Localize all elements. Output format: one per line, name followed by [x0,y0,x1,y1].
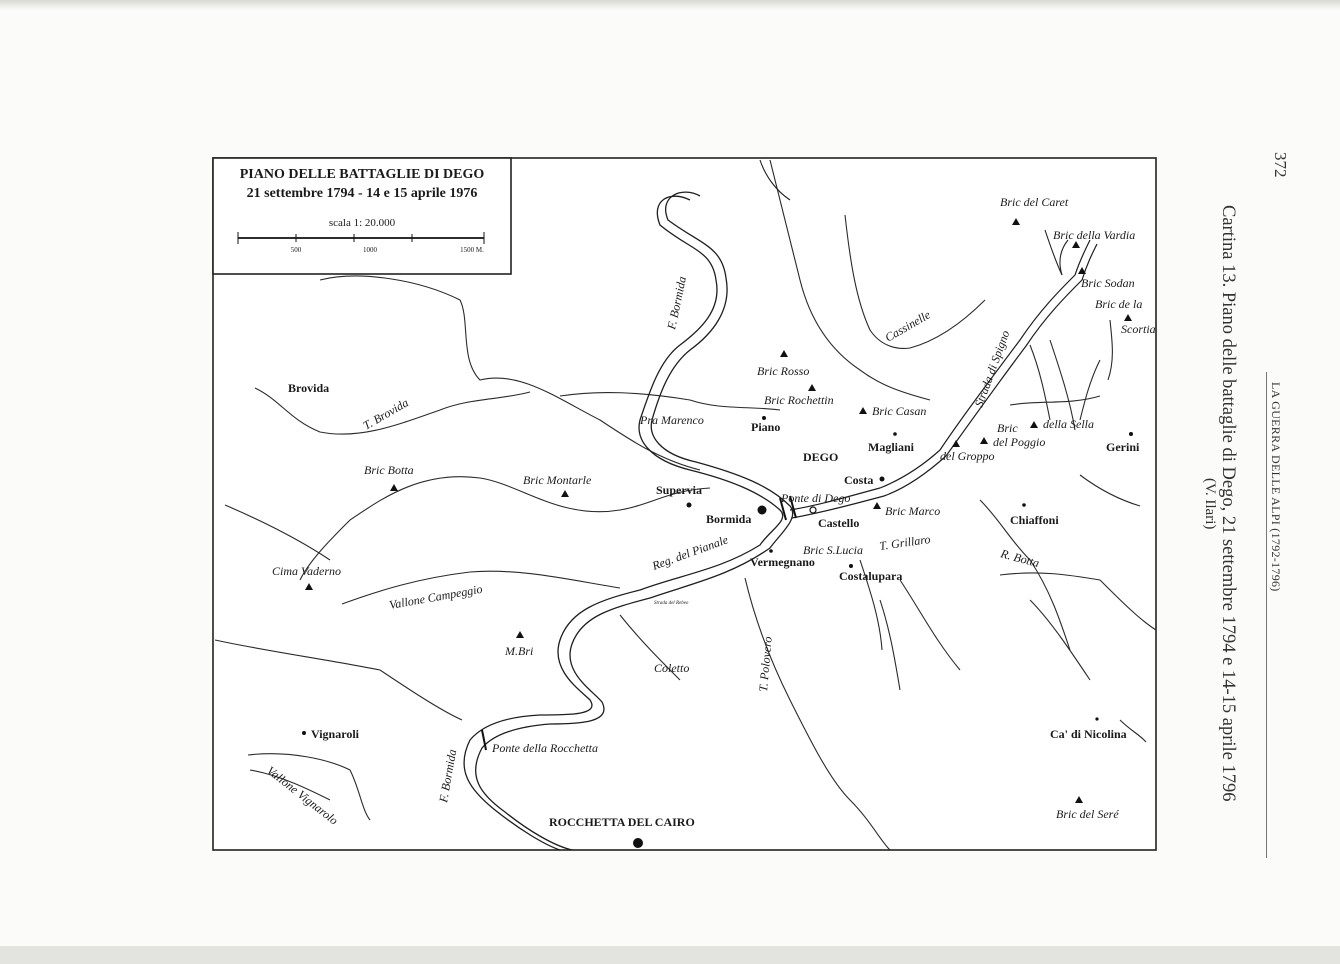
place-dot-icon [769,549,773,553]
label-costa: Costa [844,473,874,487]
running-head: LA GUERRA DELLE ALPI (1792-1796) [1269,382,1283,592]
label-m-bri: M.Bri [505,644,534,658]
label-f-bormida-north: F. Bormida [664,275,690,331]
label-strada-del-rebeo: Strada del Rebeo [654,601,689,606]
label-bormida: Bormida [706,512,752,526]
label-bric-del-caret: Bric del Caret [1000,195,1069,209]
label-vallone-campeggio: Vallone Campeggio [388,581,484,612]
running-head-rule [1266,372,1267,858]
label-del-groppo: del Groppo [940,449,995,463]
label-bric-montarle: Bric Montarle [523,473,592,487]
label-bric-casan: Bric Casan [872,404,927,418]
label-bric-della-vardia: Bric della Vardia [1053,228,1136,242]
castle-marker-icon [810,507,816,513]
label-r-botta: R. Botta [999,546,1041,571]
label-t-brovida: T. Brovida [360,395,411,433]
page-number: 372 [1271,152,1290,178]
label-bric: Bric [997,421,1018,435]
label-costalupara: Costalupara [839,569,903,583]
label-pra-marenco: Pra Marenco [640,413,704,427]
map-title-line1: PIANO DELLE BATTAGLIE DI DEGO [239,167,485,182]
label-reg-del-pianale: Reg. del Pianale [650,532,730,573]
label-ponte-di-dego: Ponte di Dego [781,491,851,505]
map-caption: Cartina 13. Piano delle battaglie di Dego, 21 settembre 1794 e 14-15 aprile 1796 [1218,205,1238,802]
label-scortia: Scortia [1121,322,1156,336]
label-supervia: Supervia [656,483,703,497]
label-cassinelle: Cassinelle [882,307,933,345]
label-piano: Piano [751,420,781,434]
label-ca-di-nicolina: Ca' di Nicolina [1050,727,1127,741]
label-t-polovero: T. Polovero [756,635,775,693]
label-coletto: Coletto [654,661,690,675]
label-ponte-della-rocchetta: Ponte della Rocchetta [492,741,598,755]
scale-tick-1000: 1000 [363,246,377,254]
label-bric-rochettin: Bric Rochettin [764,393,834,407]
label-bric-del-sere: Bric del Seré [1056,807,1119,821]
label-strada-di-spigno: Strada di Spigno [971,328,1013,410]
label-bric-s-lucia: Bric S.Lucia [803,543,863,557]
label-bric-rosso: Bric Rosso [757,364,810,378]
label-vignaroli: Vignaroli [311,727,360,741]
place-dot-icon [880,477,885,482]
label-dego: DEGO [803,450,839,464]
town-dot-icon [633,838,643,848]
label-gerini: Gerini [1106,440,1140,454]
label-bric-de-la: Bric de la [1095,297,1143,311]
scale-text: scala 1: 20.000 [328,217,396,229]
place-dot-icon [1022,503,1026,507]
place-dot-icon [1095,717,1098,720]
place-dot-icon [1129,432,1133,436]
label-t-grillaro: T. Grillaro [878,531,932,553]
label-vallone-vignarolo: Vallone Vignarolo [264,763,341,828]
label-bric-botta: Bric Botta [364,463,414,477]
label-magliani: Magliani [868,440,915,454]
label-del-poggio: del Poggio [993,435,1046,449]
map-credit: (V. Ilari) [1202,478,1218,530]
place-dot-icon [849,564,853,568]
place-dot-icon [893,432,897,436]
label-bric-marco: Bric Marco [885,504,941,518]
place-dot-icon [687,503,692,508]
label-chiaffoni: Chiaffoni [1010,513,1059,527]
label-brovida: Brovida [288,381,330,395]
town-dot-icon [758,506,767,515]
label-bric-sodan: Bric Sodan [1081,276,1135,290]
label-vermegnano: Vermegnano [750,555,815,569]
map-title-line2: 21 settembre 1794 - 14 e 15 aprile 1976 [246,186,478,201]
label-cima-vaderno: Cima Vaderno [272,564,341,578]
scale-tick-500: 500 [290,246,302,254]
label-f-bormida-south: F. Bormida [436,748,460,804]
label-della-sella: della Sella [1043,417,1094,431]
scale-tick-1500: 1500 M. [460,246,484,254]
place-dot-icon [302,731,306,735]
label-castello: Castello [818,516,860,530]
label-rocchetta-del-cairo: ROCCHETTA DEL CAIRO [549,815,695,829]
